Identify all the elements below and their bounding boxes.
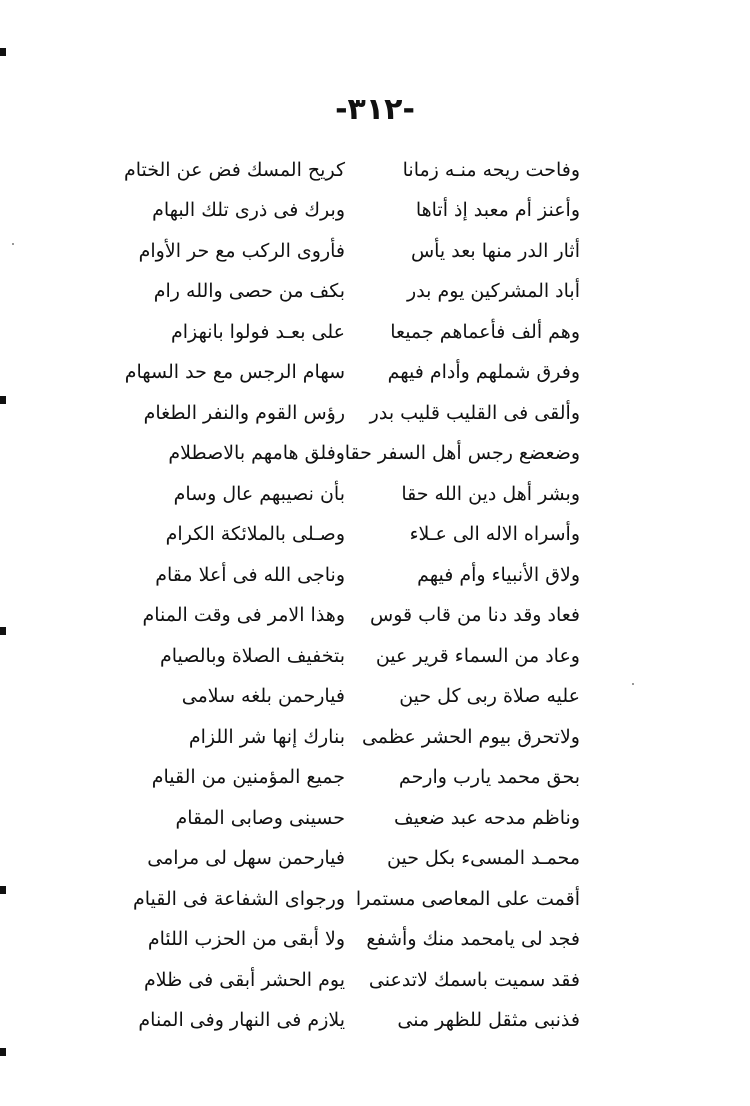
verse-second-hemistich: بأن نصيبهم عال وسام xyxy=(173,482,345,505)
verse-line xyxy=(140,474,580,515)
verse-line xyxy=(140,920,580,961)
scan-edge-mark xyxy=(0,396,6,404)
verse-line xyxy=(140,272,580,313)
verse-line xyxy=(140,798,580,839)
verse-line xyxy=(140,393,580,434)
verse-second-hemistich: يلازم فى النهار وفى المنام xyxy=(138,1009,345,1032)
verse-line xyxy=(140,960,580,1001)
verse-first-hemistich: عليه صلاة ربى كل حين xyxy=(399,685,580,708)
verse-first-hemistich: وأعنز أم معبد إذ أتاها xyxy=(415,199,580,222)
scan-edge-mark xyxy=(0,48,6,56)
verse-second-hemistich: فيارحمن سهل لى مرامى xyxy=(147,847,345,870)
verse-second-hemistich: وهذا الامر فى وقت المنام xyxy=(142,604,345,627)
verse-first-hemistich: أقمت على المعاصى مستمرا xyxy=(355,887,580,910)
verse-second-hemistich: رؤس القوم والنفر الطغام xyxy=(143,401,345,424)
verse-second-hemistich: وفلق هامهم بالاصطلام xyxy=(168,442,345,465)
verse-second-hemistich: حسينى وصابى المقام xyxy=(175,806,345,829)
verse-first-hemistich: أباد المشركين يوم بدر xyxy=(407,280,580,303)
verse-first-hemistich: ولاق الأنبياء وأم فيهم xyxy=(417,563,580,586)
verse-first-hemistich: فقد سميت باسمك لاتدعنى xyxy=(368,968,580,991)
verse-first-hemistich: بحق محمد يارب وارحم xyxy=(398,766,580,789)
verse-second-hemistich: يوم الحشر أبقى فى ظلام xyxy=(144,968,345,991)
verse-line xyxy=(132,879,580,920)
verse-second-hemistich: ولا أبقى من الحزب اللئام xyxy=(147,928,345,951)
verse-first-hemistich: وهم ألف فأعماهم جميعا xyxy=(390,320,580,343)
scan-edge-mark xyxy=(0,886,6,894)
page-number: -٣١٢- xyxy=(335,92,415,127)
verse-second-hemistich: فيارحمن بلغه سلامى xyxy=(181,685,345,708)
verse-second-hemistich: وبرك فى ذرى تلك البهام xyxy=(152,199,345,222)
verse-first-hemistich: فعاد وقد دنا من قاب قوس xyxy=(370,604,580,627)
verse-second-hemistich: سهام الرجس مع حد السهام xyxy=(124,361,345,384)
verse-first-hemistich: ولاتحرق بيوم الحشر عظمى xyxy=(361,725,580,748)
verse-first-hemistich: وألقى فى القليب قليب بدر xyxy=(369,401,580,424)
verse-first-hemistich: وفاحت ريحه منـه زمانا xyxy=(402,158,580,181)
verse-second-hemistich: على بعـد فولوا بانهزام xyxy=(170,320,345,343)
verse-line xyxy=(140,758,580,799)
verse-line xyxy=(123,150,580,191)
verse-first-hemistich: وعاد من السماء قرير عين xyxy=(375,644,580,667)
verse-second-hemistich: ورجواى الشفاعة فى القيام xyxy=(132,887,345,910)
verse-first-hemistich: محمـد المسىء بكل حين xyxy=(387,847,580,870)
scan-speck xyxy=(12,243,14,245)
verse-line xyxy=(140,312,580,353)
verse-line xyxy=(140,191,580,232)
verse-second-hemistich: كريح المسك فض عن الختام xyxy=(123,158,345,181)
verse-line xyxy=(140,434,580,475)
verse-line xyxy=(140,231,580,272)
verse-second-hemistich: وناجى الله فى أعلا مقام xyxy=(155,563,345,586)
verse-second-hemistich: بكف من حصى والله رام xyxy=(153,280,345,303)
verse-second-hemistich: فأروى الركب مع حر الأوام xyxy=(138,239,345,262)
verse-line xyxy=(140,1001,580,1042)
verse-first-hemistich: وأسراه الاله الى عـلاء xyxy=(409,523,580,546)
verse-second-hemistich: بتخفيف الصلاة وبالصيام xyxy=(159,644,345,667)
scan-speck xyxy=(632,683,634,685)
verse-line xyxy=(140,636,580,677)
verse-second-hemistich: جميع المؤمنين من القيام xyxy=(151,766,345,789)
verse-line xyxy=(140,596,580,637)
verse-line xyxy=(140,515,580,556)
verse-second-hemistich: بنارك إنها شر اللزام xyxy=(188,725,345,748)
verse-line xyxy=(124,353,580,394)
verse-first-hemistich: أثار الدر منها بعد يأس xyxy=(410,239,580,262)
verse-first-hemistich: وضعضع رجس أهل السفر حقا xyxy=(344,442,580,465)
verse-second-hemistich: وصـلى بالملائكة الكرام xyxy=(165,523,345,546)
scan-edge-mark xyxy=(0,627,6,635)
verse-first-hemistich: فذنبى مثقل للظهر منى xyxy=(397,1009,580,1032)
verse-line xyxy=(140,839,580,880)
verse-first-hemistich: وناظم مدحه عبد ضعيف xyxy=(394,806,580,829)
scan-edge-mark xyxy=(0,1048,6,1056)
verse-line xyxy=(140,717,580,758)
verse-line xyxy=(140,677,580,718)
verse-first-hemistich: وبشر أهل دين الله حقا xyxy=(401,482,580,505)
verse-first-hemistich: وفرق شملهم وأدام فيهم xyxy=(387,361,580,384)
poem xyxy=(123,150,580,1041)
verse-first-hemistich: فجد لى يامحمد منك وأشفع xyxy=(366,928,580,951)
verse-line xyxy=(140,555,580,596)
